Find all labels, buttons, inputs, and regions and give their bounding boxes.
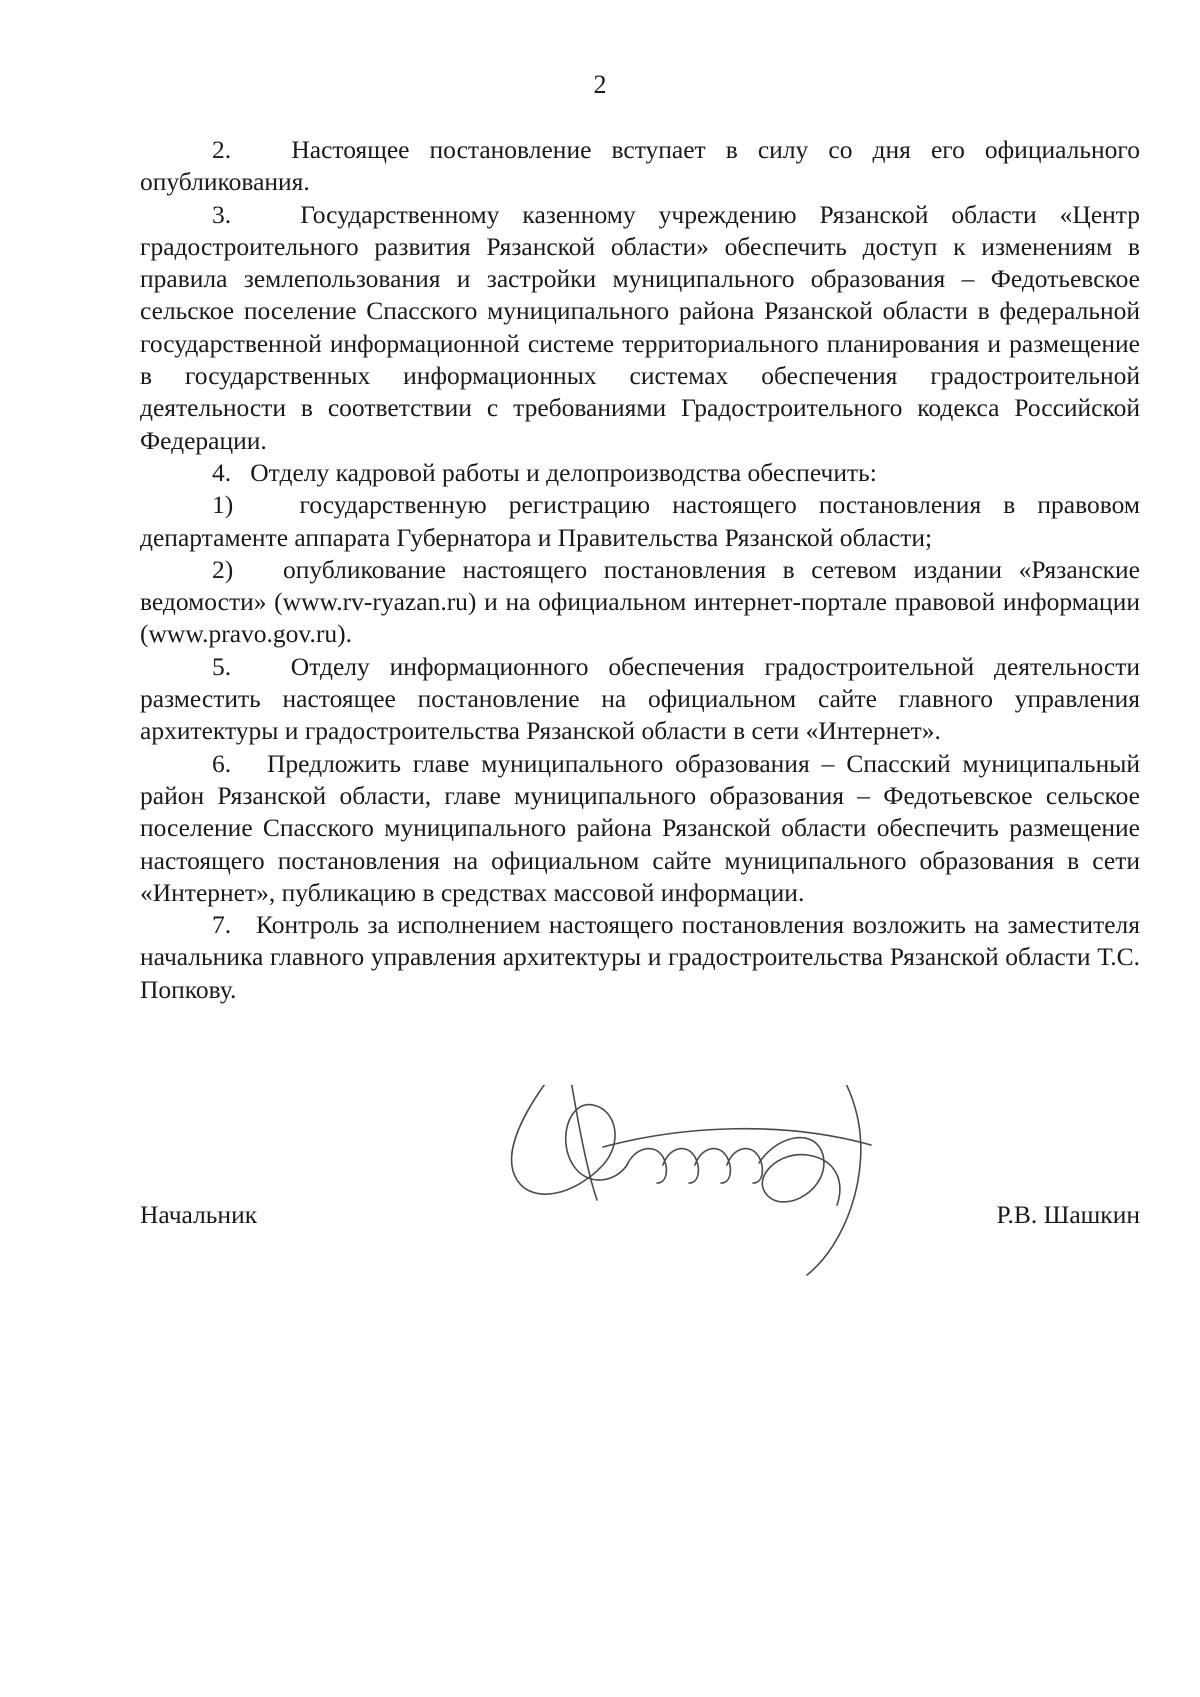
paragraph-item-4: 4. Отделу кадровой работы и делопроизводства обеспечить: [212, 457, 877, 487]
paragraph-item-2: 2. Настоящее постановление вступает в силу со дня его официального опубликования. [140, 135, 1140, 197]
paragraph-item-6: 6. Предложить главе муниципального образования – Спасский муниципальный район Рязанской области, главе муниципального образования – Федотьевское сельское поселение Спасского муниципального района Рязанской области обеспечить размещение настоящего постановления на официальном сайте муниципального образования в сети «Интернет», публикацию в средствах массовой информации. [140, 748, 1140, 907]
document-body [140, 134, 1140, 1006]
page-number: 2 [593, 70, 607, 99]
signatory-title: Начальник [140, 1200, 258, 1229]
paragraph-subitem-1: 1) государственную регистрацию настоящего постановления в правовом департаменте аппарата Губернатора и Правительства Рязанской области; [140, 490, 1140, 552]
paragraph-subitem-2: 2) опубликование настоящего постановления в сетевом издании «Рязанские ведомости» (www.rv-ryazan.ru) и на официальном интернет-портале правовой информации (www.pravo.gov.ru). [140, 554, 1140, 649]
paragraph-item-7: 7. Контроль за исполнением настоящего постановления возложить на заместителя начальника главного управления архитектуры и градостроительства Рязанской области Т.С. Попкову. [140, 910, 1140, 1004]
signatory-name: Р.В. Шашкин [996, 1200, 1140, 1229]
paragraph-item-5: 5. Отделу информационного обеспечения градостроительной деятельности разместить настоящее постановление на официальном сайте главного управления архитектуры и градостроительства Рязанской области в сети «Интернет». [140, 651, 1140, 746]
paragraph-item-3: 3. Государственному казенному учреждению Рязанской области «Центр градостроительного развития Рязанской области» обеспечить доступ к изменениям в правила землепользования и застройки муниципального образования – Федотьевское сельское поселение Спасского муниципального района Рязанской области в федеральной государственной информационной системе территориального планирования и размещение в государственных информационных системах обеспечения градостроительной деятельности в соответствии с требованиями Градостроительного кодекса Российской Федерации. [140, 199, 1140, 455]
handwritten-signature [505, 1085, 945, 1385]
